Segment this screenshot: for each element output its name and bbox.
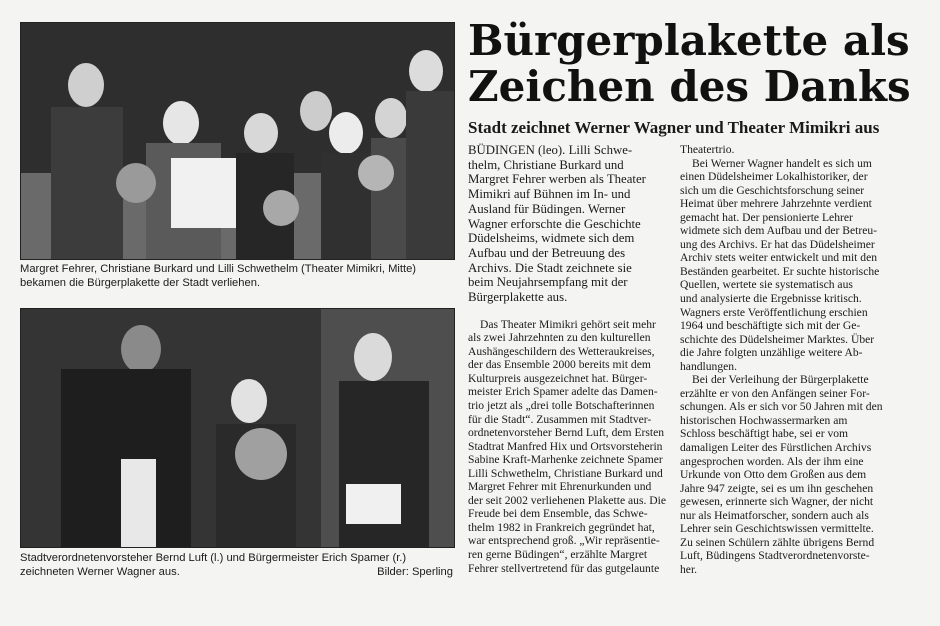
body-line: Lilli Schwethelm, Christiane Burkard und [468,466,663,480]
body-line: Stadtrat Manfred Hix und Ortsvorsteherin [468,439,663,453]
lead-line: Bürgerplakette aus. [468,290,568,305]
body-line: erzählte er von den Anfängen seiner For- [680,386,870,400]
body-line: meister Erich Spamer adelte das Damen- [468,385,658,399]
lead-line: Archivs. Die Stadt zeichnete sie [468,260,632,275]
body-line: für die Stadt“. Zusammen mit Stadtver- [468,412,652,426]
article-column-middle [468,143,670,575]
photo-bottom-illustration [21,309,454,547]
body-line: Das Theater Mimikri gehört seit mehr [480,317,656,331]
body-line: der das Ensemble 2000 bereits mit dem [468,358,651,372]
lead-line: thelm, Christiane Burkard und [468,157,624,172]
article-subheadline: Stadt zeichnet Werner Wagner und Theater Mimikri aus [468,118,880,137]
body-line: einen Düdelsheimer Lokalhistoriker, der [680,170,868,184]
body-line: ren gerne Büdingen“, erzählte Margret [468,548,648,562]
body-line: Jahre 947 zeigte, sei es um ihn geschehen [680,481,874,495]
photo-top-caption [20,262,453,290]
body-line: die Jahre folgten unzählige weitere Ab- [680,346,863,360]
body-line: Archiv stets weiter entwickelt und mit den [680,251,878,265]
body-line: Quellen, wertete sie systematisch aus [680,278,853,292]
photo-bottom-award-ceremony [20,308,455,548]
article-body-middle [468,318,670,575]
headline-line-2: Zeichen des Danks [468,62,911,111]
body-line: thelm 1982 in Frankreich gegründet hat, [468,520,655,534]
body-line: Bei der Verleihung der Bürgerplakette [692,373,869,387]
body-line: als zwei Jahrzehnten zu den kulturellen [468,331,651,345]
body-line: Zu seinen Schülern zählte übrigens Bernd [680,535,875,549]
lead-line: Aufbau und der Betreuung des [468,245,626,260]
body-line: Heimat über mehrere Jahrzehnte verdient [680,197,872,211]
body-line: und analysierte die Ergebnisse kritisch. [680,292,862,306]
body-line: Schloss beschäftigt habe, sei er vom [680,427,849,441]
body-line: trio jetzt als „drei tolle Botschafterinnen [468,399,655,413]
body-line: ordnetenvorsteher Bernd Luft, dem Ersten [468,426,665,440]
body-line: war entsprechend groß. „Wir repräsentie- [468,534,660,548]
lead-line: Margret Fehrer werben als Theater [468,172,646,187]
photo-bottom-caption-line-1: Stadtverordnetenvorsteher Bernd Luft (l.) und Bürgermeister Erich Spamer (r.) [20,552,407,564]
body-line: historischen Hochwassermarken am [680,413,848,427]
body-line: handlungen. [680,359,737,373]
body-line: 1964 und beschäftigte sich mit der Ge- [680,319,861,333]
body-line: Lehrer sein Geschichtswissen vermittelte. [680,522,874,536]
body-line: her. [680,562,698,576]
body-line: schungen. Als er sich vor 50 Jahren mit den [680,400,883,414]
photo-bottom-caption-line-2: zeichneten Werner Wagner aus. [20,566,180,578]
body-line: Urkunde von Otto dem Großen aus dem [680,468,867,482]
body-line: Sabine Kraft-Marhenke zeichnete Spamer [468,453,663,467]
photo-top-illustration [21,23,454,259]
body-line: gewesen, erinnerte sich Wagner, der nicht [680,495,874,509]
lead-line: Wagner erforschte die Geschichte [468,216,641,231]
body-line: Bei Werner Wagner handelt es sich um [692,156,872,170]
body-line: ung des Archivs. Er hat das Düdelsheimer [680,237,875,251]
body-line: Kulturpreis ausgezeichnet hat. Bürger- [468,371,648,385]
body-line: Theatertrio. [680,143,735,156]
photo-bottom-caption-row-2 [20,565,453,579]
body-line: angesprochen worden. Als der ihm eine [680,454,864,468]
body-line: widmete sich dem Aufbau und der Betreu- [680,224,878,238]
body-line: Margret Fehrer mit Ehrenurkunden und [468,480,652,494]
body-line: sich um die Geschichtsforschung seiner [680,183,865,197]
body-line: Beständen gearbeitet. Er suchte historische [680,264,880,278]
photo-top-caption-line-2: bekamen die Bürgerplakette der Stadt verliehen. [20,277,261,289]
photo-top-award-ceremony [20,22,455,260]
lead-line: Ausland für Büdingen. Werner [468,201,626,216]
body-line: Fehrer stellvertretend für das gutgelaunte [468,561,660,575]
article-column-right [680,143,916,577]
photo-credit: Bilder: Sperling [377,566,453,578]
body-line: damaligen Leiter des Fürstlichen Archivs [680,441,872,455]
body-line: nur als Heimatforscher, sondern auch als [680,508,869,522]
lead-line: Düdelsheims, widmete sich dem [468,231,635,246]
body-line: der seit 2002 verliehenen Plakette aus. Die [468,493,666,507]
body-line: Aushängeschildern des Wetteraukreises, [468,344,655,358]
photo-bottom-caption [20,551,453,579]
lead-line: BÜDINGEN (leo). Lilli Schwe- [468,143,633,157]
body-line: gemacht hat. Der pensionierte Lehrer [680,210,853,224]
body-line: Wagners erste Veröffentlichung erschien [680,305,868,319]
photo-top-caption-line-1: Margret Fehrer, Christiane Burkard und Lilli Schwethelm (Theater Mimikri, Mitte) [20,263,417,275]
lead-line: Mimikri auf Bühnen im In- und [468,187,631,202]
lead-line: beim Neujahrsempfang mit der [468,275,628,290]
article-lead [468,143,670,305]
body-line: Luft, Büdingens Stadtverordnetenvorste- [680,549,870,563]
body-line: schichte des Düdelsheimer Marktes. Über [680,332,875,346]
article-headline [468,18,938,110]
headline-line-1: Bürgerplakette als [468,16,910,65]
body-line: Freude bei dem Ensemble, das Schwe- [468,507,648,521]
